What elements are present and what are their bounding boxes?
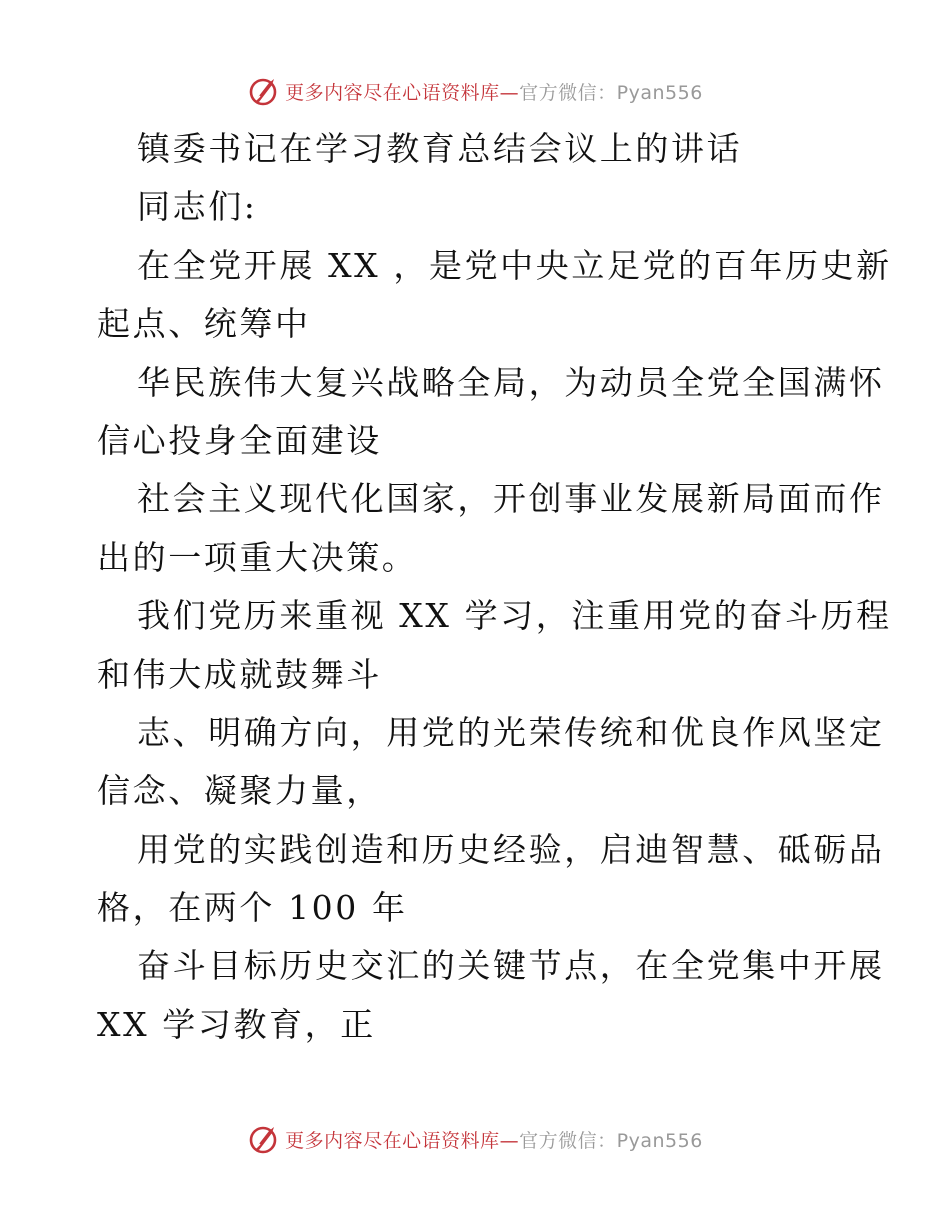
watermark-dash: — [499,81,520,104]
paragraph-line: 出的一项重大决策。 [97,537,418,577]
paragraph-line: 用党的实践创造和历史经验，启迪智慧、砥砺品 [137,829,885,869]
watermark-dash: — [499,1129,520,1152]
paragraph-line: 在全党开展 XX ，是党中央立足党的百年历史新 [137,245,892,285]
paragraph-line: 和伟大成就鼓舞斗 [97,654,382,694]
document-title: 镇委书记在学习教育总结会议上的讲话 [137,129,743,168]
paragraph-line: 起点、统筹中 [97,304,311,344]
paragraph-line: 格，在两个 100 年 [97,888,408,928]
paragraph-line: 华民族伟大复兴战略全局，为动员全党全国满怀 [137,362,885,402]
paragraph-line: XX 学习教育，正 [97,1004,376,1044]
paragraph-line: 奋斗目标历史交汇的关键节点，在全党集中开展 [137,946,885,986]
paragraph-line: 信念、凝聚力量， [97,771,382,811]
document-body [97,120,892,1054]
pen-logo-icon [247,75,279,107]
paragraph-line: 我们党历来重视 XX 学习，注重用党的奋斗历程 [137,596,892,636]
paragraph-line: 志、明确方向，用党的光荣传统和优良作风坚定 [137,712,885,752]
paragraph-line: 信心投身全面建设 [97,420,382,460]
watermark-text [285,78,703,105]
pen-logo-icon [247,1123,279,1155]
watermark-main: 更多内容尽在心语资料库 [285,1129,500,1152]
header-watermark [0,71,950,111]
salutation: 同志们: [137,187,258,227]
watermark-text [285,1126,703,1153]
watermark-main: 更多内容尽在心语资料库 [285,81,500,104]
footer-watermark [0,1119,950,1159]
watermark-official: 官方微信：Pyan556 [519,1129,703,1152]
paragraph-line: 社会主义现代化国家，开创事业发展新局面而作 [137,479,885,519]
watermark-official: 官方微信：Pyan556 [519,81,703,104]
